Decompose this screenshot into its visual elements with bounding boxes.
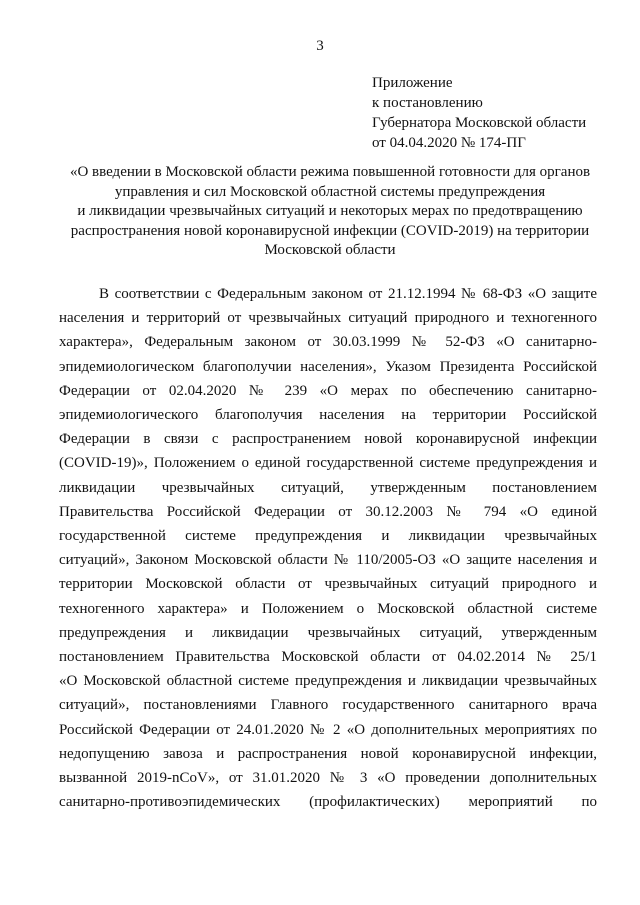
- body-line: ситуаций», Законом Московской области № 110/2005-ОЗ «О защите населения и: [59, 552, 597, 569]
- appendix-line: от 04.04.2020 № 174-ПГ: [372, 135, 526, 151]
- body-line: государственной системе предупреждения и ликвидации чрезвычайных: [59, 528, 597, 545]
- page-number: 3: [316, 38, 324, 54]
- body-line: эпидемиологическом благополучии населения», Указом Президента Российской: [59, 358, 597, 375]
- title-line: распространения новой коронавирусной инфекции (COVID-2019) на территории: [70, 222, 590, 239]
- appendix-line: к постановлению: [372, 95, 483, 111]
- body-line: Федерации от 02.04.2020 № 239 «О мерах по обеспечению санитарно-: [59, 382, 597, 399]
- body-line: В соответствии с Федеральным законом от 21.12.1994 № 68-ФЗ «О защите: [99, 286, 597, 302]
- body-line: (COVID-19)», Положением о единой государственной системе предупреждения и: [59, 455, 597, 472]
- body-line: предупреждения и ликвидации чрезвычайных ситуаций, утвержденным: [59, 624, 597, 641]
- body-line: эпидемиологического благополучия населения на территории Российской: [59, 407, 597, 424]
- body-line: ликвидации чрезвычайных ситуаций, утвержденным постановлением: [59, 479, 597, 496]
- document-title: [40, 163, 620, 261]
- body-line: Правительства Российской Федерации от 30.12.2003 № 794 «О единой: [59, 503, 597, 520]
- body-line: Федерации в связи с распространением новой коронавирусной инфекции: [59, 431, 597, 448]
- body-line: территории Московской области от чрезвычайных ситуаций природного и: [59, 576, 597, 593]
- title-line: «О введении в Московской области режима повышенной готовности для органов: [69, 164, 591, 180]
- body-line: вызванной 2019-nCoV», от 31.01.2020 № 3 «О проведении дополнительных: [59, 770, 597, 787]
- body-line: недопущению завоза и распространения новой коронавирусной инфекции,: [59, 745, 597, 762]
- appendix-block: [372, 73, 586, 153]
- title-line: управления и сил Московской областной системы предупреждения: [114, 183, 546, 200]
- body-paragraph: [59, 282, 597, 814]
- body-line: Российской Федерации от 24.01.2020 № 2 «О дополнительных мероприятиях по: [59, 721, 597, 738]
- title-line: и ликвидации чрезвычайных ситуаций и некоторых мерах по предотвращению: [77, 203, 583, 219]
- body-line: техногенного характера» и Положением о Московской областной системе: [59, 600, 597, 617]
- body-line: ситуаций», постановлениями Главного государственного санитарного врача: [59, 697, 597, 714]
- body-line: характера», Федеральным законом от 30.03.1999 № 52-ФЗ «О санитарно-: [59, 334, 597, 351]
- body-line: санитарно-противоэпидемических (профилактических) мероприятий по: [59, 794, 597, 811]
- body-line: постановлением Правительства Московской области от 04.02.2014 № 25/1: [59, 649, 597, 666]
- appendix-line: Приложение: [372, 75, 453, 91]
- body-line: населения и территорий от чрезвычайных ситуаций природного и техногенного: [59, 310, 597, 327]
- body-line: «О Московской областной системе предупреждения и ликвидации чрезвычайных: [59, 673, 597, 690]
- appendix-line: Губернатора Московской области: [372, 115, 587, 131]
- title-line: Московской области: [264, 242, 396, 258]
